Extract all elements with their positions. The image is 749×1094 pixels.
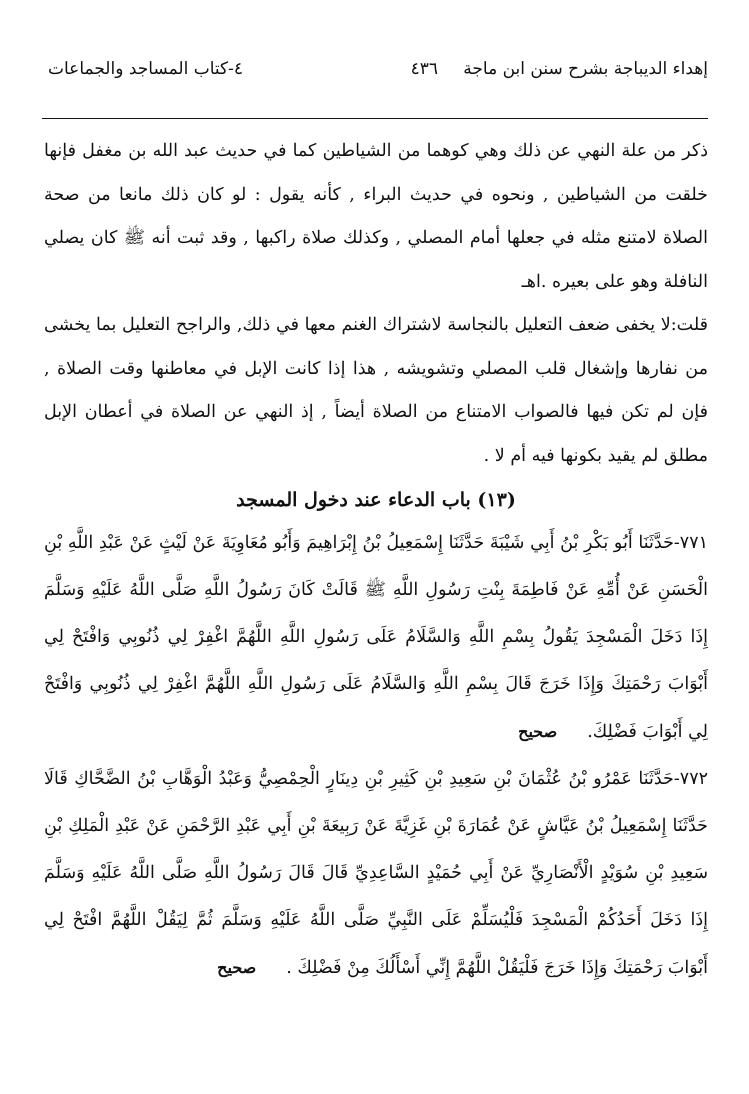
hadith-text: ٧٧٢-حَدَّثَنَا عَمْرُو بْنُ عُثْمَانَ بْنِ سَعِيدِ بْنِ كَثِيرِ بْنِ دِينَارٍ الْحِمْصِيُّ وَعَبْدُ الْوَهَّابِ بْنُ الضَّحَّاكِ قَالَا حَدَّثَنَا إِسْمَعِيلُ بْنُ عَيَّاشٍ عَنْ عُمَارَةَ بْنِ غَزِيَّةَ عَنْ رَبِيعَةَ بْنِ أَبِي عَبْدِ الرَّحْمَنِ عَنْ عَبْدِ الْمَلِكِ بْنِ سَعِيدِ بْنِ سُوَيْدٍ الْأَنْصَارِيِّ عَنْ أَبِي حُمَيْدٍ السَّاعِدِيِّ قَالَ قَالَ رَسُولُ اللَّهِ صَلَّى اللَّهُ عَلَيْهِ وَسَلَّمَ إِذَا دَخَلَ أَحَدُكُمْ الْمَسْجِدَ فَلْيُسَلِّمْ عَلَى النَّبِيِّ صَلَّى اللَّهُ عَلَيْهِ وَسَلَّمَ ثُمَّ لِيَقُلْ اللَّهُمَّ افْتَحْ لِي أَبْوَابَ رَحْمَتِكَ وَإِذَا خَرَجَ فَلْيَقُلْ اللَّهُمَّ إِنِّي أَسْأَلُكَ مِنْ فَضْلِكَ . <box>44 769 708 978</box>
commentary-paragraph: قلت:لا يخفى ضعف التعليل بالنجاسة لاشتراك الغنم معها في ذلك, والراجح التعليل بما يخشى من نفارها وإشغال قلب المصلي وتشويشه , هذا إذا كانت الإبل في معاطنها وقت الصلاة , فإن لم تكن فيها فالصواب الامتناع من الصلاة أيضاً , إذ النهي عن الصلاة في أعطان الإبل مطلق لم يقيد بكونها فيه أم لا . <box>44 315 708 466</box>
hadith-771 <box>44 520 708 756</box>
section-heading: (١٣) باب الدعاء عند دخول المسجد <box>236 489 516 511</box>
header-rule <box>42 118 708 119</box>
chapter-title: ٤-كتاب المساجد والجماعات <box>48 59 244 79</box>
book-title: إهداء الديباجة بشرح سنن ابن ماجة <box>463 59 708 79</box>
running-header <box>48 52 708 86</box>
commentary-paragraph: ذكر من علة النهي عن ذلك وهي كوهما من الشياطين كما في حديث عبد الله بن مغفل فإنها خلقت من الشياطين , ونحوه في حديث البراء , كأنه يقول : لو كان ذلك مانعا من صحة الصلاة لامتنع مثله في جعلها أمام المصلي , وكذلك صلاة راكبها , وقد ثبت أنه ﷺ كان يصلي النافلة وهو على بعيره .اهـ <box>44 141 708 292</box>
page-body <box>44 130 708 992</box>
hadith-grade: صحيح <box>217 958 257 977</box>
hadith-772 <box>44 756 708 992</box>
hadith-text: ٧٧١-حَدَّثَنَا أَبُو بَكْرِ بْنُ أَبِي شَيْبَةَ حَدَّثَنَا إِسْمَعِيلُ بْنُ إِبْرَاهِيمَ وَأَبُو مُعَاوِيَةَ عَنْ لَيْثٍ عَنْ عَبْدِ اللَّهِ بْنِ الْحَسَنِ عَنْ أُمِّهِ عَنْ فَاطِمَةَ بِنْتِ رَسُولِ اللَّهِ ﷺ قَالَتْ كَانَ رَسُولُ اللَّهِ صَلَّى اللَّهُ عَلَيْهِ وَسَلَّمَ إِذَا دَخَلَ الْمَسْجِدَ يَقُولُ بِسْمِ اللَّهِ وَالسَّلَامُ عَلَى رَسُولِ اللَّهِ اللَّهُمَّ اغْفِرْ لِي ذُنُوبِي وَافْتَحْ لِي أَبْوَابَ رَحْمَتِكَ وَإِذَا خَرَجَ قَالَ بِسْمِ اللَّهِ وَالسَّلَامُ عَلَى رَسُولِ اللَّهِ اللَّهُمَّ اغْفِرْ لِي ذُنُوبِي وَافْتَحْ لِي أَبْوَابَ فَضْلِكَ. <box>44 533 708 742</box>
page-number: ٤٣٦ <box>410 59 438 79</box>
hadith-grade: صحيح <box>518 722 558 741</box>
